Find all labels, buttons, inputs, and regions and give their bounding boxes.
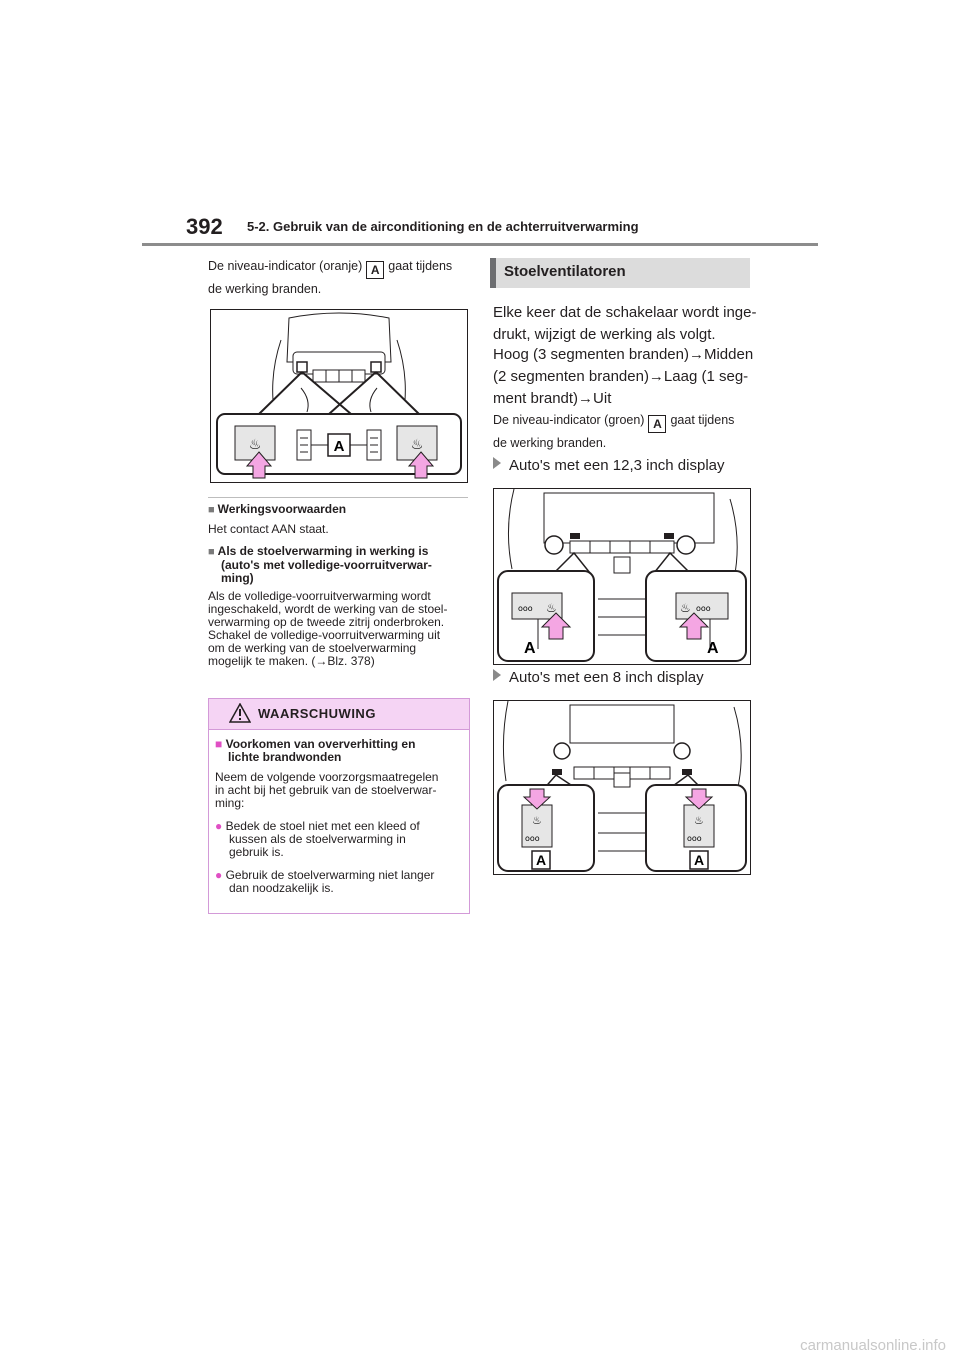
warning-triangle-icon xyxy=(229,703,251,723)
indicator-text-2: gaat tijdens xyxy=(388,259,453,273)
variant-1-label: Auto's met een 12,3 inch display xyxy=(509,457,725,474)
svg-text:A: A xyxy=(535,852,547,868)
circle-bullet-icon: ● xyxy=(215,868,226,882)
svg-text:♨: ♨ xyxy=(532,814,542,827)
sequence-line-2: (2 segmenten branden)→Laag (1 seg- xyxy=(493,368,749,385)
svg-text:ooo: ooo xyxy=(518,604,533,613)
square-bullet-icon: ■ xyxy=(208,546,215,558)
section-divider xyxy=(208,497,468,498)
warning-box xyxy=(208,698,470,914)
warning-bullet-2: Gebruik de stoelverwarming niet langer xyxy=(225,868,435,882)
indicator-text-3: de werking branden. xyxy=(493,436,607,450)
variant-2-label: Auto's met een 8 inch display xyxy=(509,669,704,686)
indicator-note-right xyxy=(493,410,763,454)
chapter-title: 5-2. Gebruik van de airconditioning en de achterruitverwarming xyxy=(247,219,639,234)
svg-text:A: A xyxy=(693,852,705,868)
heater-body-2: ingeschakeld, wordt de werking van de stoel- xyxy=(208,602,448,616)
label-a-box: A xyxy=(648,415,666,433)
circle-bullet-icon: ● xyxy=(215,819,226,833)
ventilation-sequence xyxy=(493,344,758,410)
sequence-line-3: ment brandt)→Uit xyxy=(493,390,612,407)
svg-text:♨: ♨ xyxy=(694,814,704,827)
square-bullet-icon: ■ xyxy=(208,504,215,516)
indicator-text: De niveau-indicator (oranje) xyxy=(208,259,363,273)
ventilation-intro xyxy=(493,302,758,346)
indicator-note-left xyxy=(208,256,478,300)
conditions-body: Het contact AAN staat. xyxy=(208,522,329,536)
warning-body-1: Neem de volgende voorzorgsmaatregelen xyxy=(215,770,439,784)
indicator-text: De niveau-indicator (groen) xyxy=(493,413,645,427)
section-marker xyxy=(490,258,496,288)
conditions-title: Werkingsvoorwaarden xyxy=(217,502,347,516)
warning-body-2: in acht bij het gebruik van de stoelverwar- xyxy=(215,783,437,797)
svg-text:A: A xyxy=(333,438,345,455)
svg-text:ooo: ooo xyxy=(687,834,702,843)
section-title: Stoelventilatoren xyxy=(504,263,626,280)
intro-line-1: Elke keer dat de schakelaar wordt inge- xyxy=(493,304,757,321)
conditions-section xyxy=(208,503,478,668)
square-bullet-icon: ■ xyxy=(215,737,226,751)
warning-body-3: ming: xyxy=(215,796,245,810)
section-heading-bar xyxy=(490,258,750,288)
variant-heading-1 xyxy=(493,455,758,477)
heater-body-1: Als de volledige-voorruitverwarming wordt xyxy=(208,589,431,603)
heater-title-2: (auto's met volledige-voorruitverwar- xyxy=(221,558,432,572)
svg-text:ooo: ooo xyxy=(525,834,540,843)
indicator-text-3: de werking branden. xyxy=(208,282,322,296)
label-a-box: A xyxy=(366,261,384,279)
heater-title-1: Als de stoelverwarming in werking is xyxy=(217,544,429,558)
warning-bullet-1b: kussen als de stoelverwarming in xyxy=(229,832,406,846)
svg-text:♨: ♨ xyxy=(680,601,691,615)
seat-heater-rear-figure xyxy=(210,309,468,483)
heater-body-4: Schakel de volledige-voorruitverwarming uit xyxy=(208,628,441,642)
svg-text:A: A xyxy=(524,640,536,657)
indicator-text-2: gaat tijdens xyxy=(670,413,735,427)
warning-header xyxy=(209,699,469,730)
heater-title-3: ming) xyxy=(221,571,254,585)
intro-line-2: drukt, wijzigt de werking als volgt. xyxy=(493,326,716,343)
svg-text:♨: ♨ xyxy=(546,601,557,615)
svg-text:A: A xyxy=(707,640,719,657)
header-divider xyxy=(142,243,818,246)
svg-text:ooo: ooo xyxy=(696,604,711,613)
vent-12inch-figure xyxy=(493,488,751,665)
warning-item-title-1: Voorkomen van oververhitting en xyxy=(225,737,416,751)
warning-item-title-2: lichte brandwonden xyxy=(228,750,342,764)
page-reference: mogelijk te maken. (→Blz. 378) xyxy=(208,654,375,668)
watermark: carmanualsonline.info xyxy=(800,1337,946,1354)
sequence-line-1: Hoog (3 segmenten branden)→Midden xyxy=(493,346,754,363)
warning-bullet-2b: dan noodzakelijk is. xyxy=(229,881,334,895)
vent-8inch-figure xyxy=(493,700,751,875)
page-number: 392 xyxy=(186,214,223,239)
warning-bullet-1: Bedek de stoel niet met een kleed of xyxy=(225,819,420,833)
variant-heading-2 xyxy=(493,667,758,689)
heater-body-5: om de werking van de stoelverwarming xyxy=(208,641,417,655)
warning-bullet-1c: gebruik is. xyxy=(229,845,284,859)
svg-text:♨: ♨ xyxy=(410,437,424,453)
svg-text:♨: ♨ xyxy=(248,437,262,453)
heater-body-3: verwarming op de tweede zitrij onderbroken. xyxy=(208,615,445,629)
pointer-triangle-icon xyxy=(493,669,501,681)
pointer-triangle-icon xyxy=(493,457,501,469)
warning-title: WAARSCHUWING xyxy=(258,706,376,721)
